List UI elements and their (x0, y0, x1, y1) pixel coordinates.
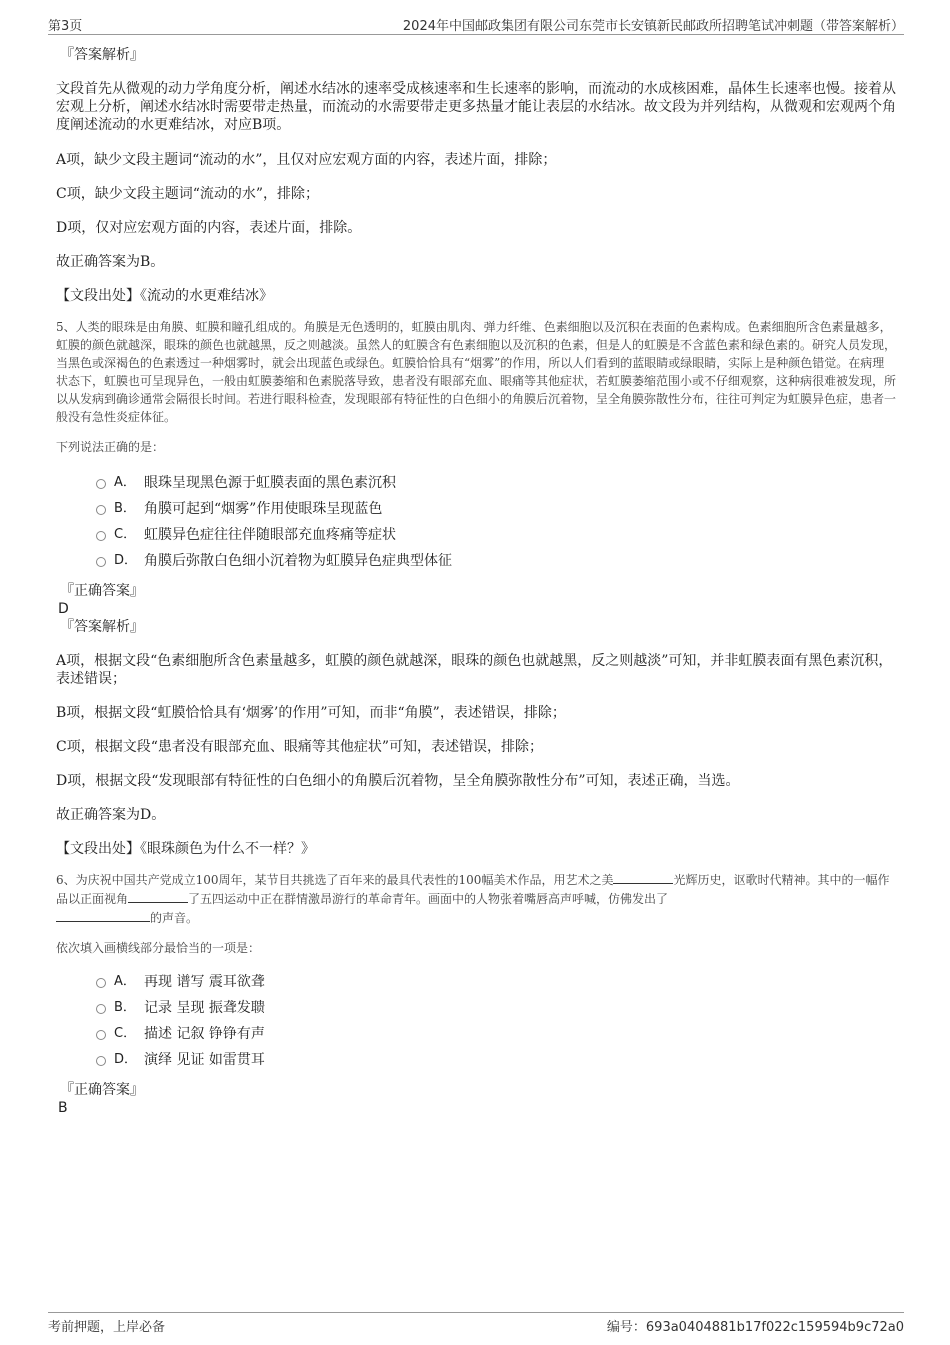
q5-prompt: 下列说法正确的是： (56, 440, 165, 454)
q4-analysis-label: 『答案解析』 (60, 47, 144, 63)
q6-prompt: 依次填入画横线部分最恰当的一项是： (56, 941, 261, 955)
radio-icon[interactable] (96, 1030, 106, 1040)
q5-option-d[interactable]: D． 角膜后弥散白色细小沉着物为虹膜异色症典型体征 (94, 548, 896, 574)
q5-option-c[interactable]: C． 虹膜异色症往往伴随眼部充血疼痛等症状 (94, 522, 896, 548)
q5-answer: D (58, 601, 69, 617)
blank-2 (128, 889, 188, 903)
radio-icon[interactable] (96, 531, 106, 541)
document-title: 2024年中国邮政集团有限公司东莞市长安镇新民邮政所招聘笔试冲刺题（带答案解析） (402, 19, 904, 34)
page-header (48, 14, 904, 35)
radio-icon[interactable] (96, 978, 106, 988)
document-body (56, 46, 896, 1117)
q4-analysis-paragraph: 文段首先从微观的动力学角度分析，阐述水结冰的速率受成核速率和生长速率的影响，而流动的水成核困难，晶体生长速率也慢。接着从宏观上分析，阐述水结冰时需要带走热量，而流动的水需要带走更多热量才能让表层的水结冰。故文段为并列结构，从微观和宏观两个角度阐述流动的水更难结冰，对应B项。 (56, 81, 896, 133)
q4-analysis-option-d: D项，仅对应宏观方面的内容，表述片面，排除。 (56, 220, 362, 236)
q6-answer: B (58, 1100, 68, 1116)
q5-analysis-option-a: A项，根据文段“色素细胞所含色素量越多，虹膜的颜色就越深，眼珠的颜色也就越黑，反之则越淡”可知，并非虹膜表面有黑色素沉积，表述错误； (56, 653, 893, 687)
radio-icon[interactable] (96, 557, 106, 567)
q5-analysis-option-c: C项，根据文段“患者没有眼部充血、眼痛等其他症状”可知，表述错误，排除； (56, 739, 544, 755)
q6-option-a[interactable]: A． 再现 谱写 震耳欲聋 (94, 969, 896, 995)
q5-analysis-label: 『答案解析』 (60, 619, 144, 635)
radio-icon[interactable] (96, 505, 106, 515)
blank-1 (613, 870, 673, 884)
footer-slogan: 考前押题，上岸必备 (48, 1320, 166, 1335)
page-number: 第3页 (48, 19, 83, 34)
q6-answer-label: 『正确答案』 (60, 1082, 144, 1098)
q4-source: 【文段出处】《流动的水更难结冰》 (56, 288, 273, 304)
radio-icon[interactable] (96, 1004, 106, 1014)
q4-conclusion: 故正确答案为B。 (56, 254, 165, 270)
q4-analysis-option-c: C项，缺少文段主题词“流动的水”，排除； (56, 186, 320, 202)
q5-source: 【文段出处】《眼珠颜色为什么不一样？》 (56, 841, 315, 857)
q6-option-b[interactable]: B． 记录 呈现 振聋发聩 (94, 995, 896, 1021)
radio-icon[interactable] (96, 479, 106, 489)
q4-analysis-option-a: A项，缺少文段主题词“流动的水”，且仅对应宏观方面的内容，表述片面，排除； (56, 152, 557, 168)
q6-options (56, 969, 896, 1073)
blank-3 (56, 908, 150, 922)
page-footer (48, 1312, 904, 1335)
q6-option-c[interactable]: C． 描述 记叙 铮铮有声 (94, 1021, 896, 1047)
q6-stem: 6、为庆祝中国共产党成立100周年，某节目共挑选了百年来的最具代表性的100幅美术作品，用艺术之美 光辉历史，讴歌时代精神。其中的一幅作品以正面视角 了五四运动中正在群情激昂游行的革命青年。画面中的人物张着嘴唇高声呼喊，仿佛发出了 的声音。 (56, 870, 896, 927)
radio-icon[interactable] (96, 1056, 106, 1066)
q5-option-b[interactable]: B． 角膜可起到“烟雾”作用使眼珠呈现蓝色 (94, 496, 896, 522)
q5-options (56, 470, 896, 574)
q5-answer-label: 『正确答案』 (60, 583, 144, 599)
q5-conclusion: 故正确答案为D。 (56, 807, 166, 823)
q5-stem: 5、人类的眼珠是由角膜、虹膜和瞳孔组成的。角膜是无色透明的，虹膜由肌肉、弹力纤维、色素细胞以及沉积在表面的色素构成。色素细胞所含色素量越多，虹膜的颜色就越深，眼珠的颜色也就越黑，反之则越淡。虽然人的虹膜含有色素细胞以及沉积的色素，但是人的虹膜是不含蓝色素和绿色素的。研究人员发现，当黑色或深褐色的色素透过一种烟雾时，就会出现蓝色或绿色。虹膜恰恰具有“烟雾”的作用，所以人们看到的蓝眼睛或绿眼睛，实际上是种颜色错觉。在病理状态下，虹膜也可呈现异色，一般由虹膜萎缩和色素脱落导致，患者没有眼部充血、眼痛等其他症状，若虹膜萎缩范围小或不仔细观察，这种病很难被发现，所以从发病到确诊通常会隔很长时间。若进行眼科检查，发现眼部有特征性的白色细小的角膜后沉着物，呈全角膜弥散性分布，往往可判定为虹膜异色症，患者一般没有急性炎症体征。 (56, 320, 897, 424)
q6-option-d[interactable]: D． 演绎 见证 如雷贯耳 (94, 1047, 896, 1073)
q5-option-a[interactable]: A． 眼珠呈现黑色源于虹膜表面的黑色素沉积 (94, 470, 896, 496)
document-id: 编号：693a0404881b17f022c159594b9c72a0 (606, 1320, 904, 1335)
q5-analysis-option-b: B项，根据文段“虹膜恰恰具有‘烟雾’的作用”可知，而非“角膜”，表述错误，排除； (56, 705, 566, 721)
q5-analysis-option-d: D项，根据文段“发现眼部有特征性的白色细小的角膜后沉着物，呈全角膜弥散性分布”可知，表述正确，当选。 (56, 773, 740, 789)
